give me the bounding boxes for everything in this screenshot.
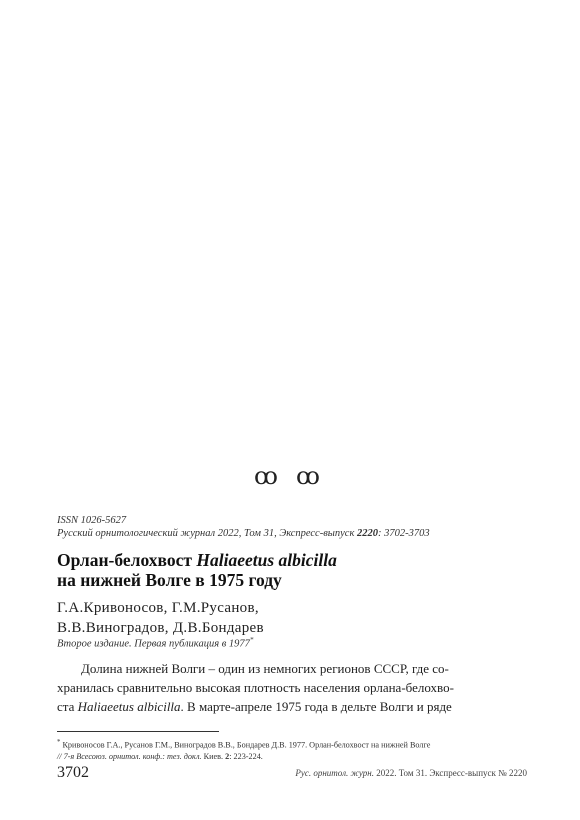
footnote-marker: * [249,636,254,644]
running-journal: Рус. орнитол. журн. [295,768,374,778]
footnote-pages: : 223-224. [229,751,263,761]
issue-number: 2220 [357,528,378,539]
footnote-line-2 [57,751,527,762]
body-species-latin: Haliaeetus albicilla [77,699,181,714]
authors-line-2: В.В.Виноградов, Д.В.Бондарев [57,620,264,636]
footnote-marker: * [57,739,61,746]
body-text: ста [57,699,78,714]
title-plain: Орлан-белохвост [57,550,197,570]
authors [57,598,527,638]
footnote-line-1 [57,737,527,751]
body-text: . В марте-апреле 1975 года в дельте Волги и ряде [180,699,452,714]
running-footer [295,768,527,778]
publication-meta [57,514,430,540]
running-issue: 2022. Том 31. Экспресс-выпуск № 2220 [373,768,527,778]
edition-text: Второе издание. Первая публикация в 1977 [57,638,250,650]
footnote-rule [57,731,219,732]
title-line-1 [57,550,527,570]
footnote-text: Киев. [201,751,226,761]
edition-note [57,636,253,650]
footnote-volume: 2 [225,751,230,761]
journal-citation [57,527,430,540]
page-range: : 3702-3703 [378,528,430,539]
journal-prefix: Русский орнитологический журнал 2022, Том 31, Экспресс-выпуск [57,528,357,539]
article-body [57,659,527,716]
authors-line-1: Г.А.Кривоносов, Г.М.Русанов, [57,600,259,616]
footnote [57,737,527,762]
title-species-latin: Haliaeetus albicilla [196,550,337,570]
body-line-2: хранилась сравнительно высокая плотность населения орлана-белохво- [57,680,454,695]
body-line-3 [57,697,527,716]
issn: ISSN 1026-5627 [57,515,127,526]
footnote-text: Кривоносов Г.А., Русанов Г.М., Виноградов В.В., Бондарев Д.В. 1977. Орлан-белохвост на нижней Волге [60,740,431,750]
footnote-source: // 7-я Всесоюз. орнитол. конф.: тез. докл. [57,751,202,761]
title-line-2: на нижней Волге в 1975 году [57,570,282,590]
body-line-1: Долина нижней Волги – один из немногих регионов СССР, где со- [81,661,449,676]
page-number: 3702 [57,764,89,781]
ornament-divider: ꝏ ꝏ [254,464,326,490]
article-title [57,550,527,590]
